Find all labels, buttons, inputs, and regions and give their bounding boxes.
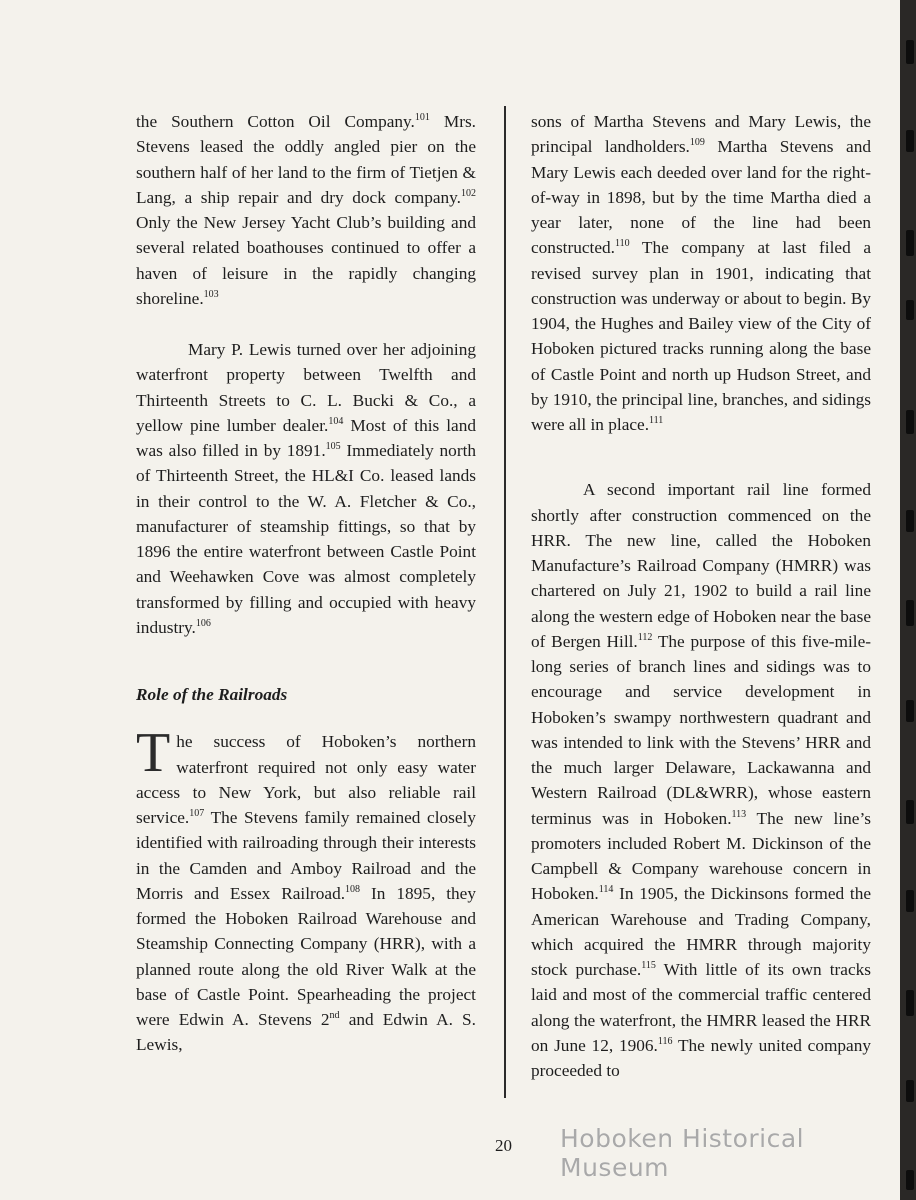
section-heading: Role of the Railroads — [136, 685, 288, 704]
paragraph-right-of-way — [531, 109, 871, 437]
paragraph-hmrr — [531, 477, 871, 1083]
text-run: sons of Martha Stevens and Mary Lewis, the principal landholders. — [531, 112, 871, 157]
footnote-ref: 110 — [614, 238, 630, 250]
footnote-ref: 108 — [345, 883, 361, 895]
drop-cap: T — [136, 722, 171, 785]
footnote-ref: 116 — [657, 1035, 673, 1047]
spiral-binding — [900, 0, 916, 1200]
text-run: Only the New Jersey Yacht Club’s building and several related boathouses continued to offer a haven of leisure in the rapidly changing shoreline. — [136, 213, 476, 308]
footnote-ref: 104 — [328, 415, 344, 427]
text-run: and Edwin A. S. Lewis, — [136, 1010, 476, 1055]
text-run: Immediately north of Thirteenth Street, the HL&I Co. leased lands in their control to the W. A. Fletcher & Co., manufacturer of steamship fittings, so that by 1896 the entire waterfront between Castle Point and Weehawken Cove was almost completely transformed by filling and occupied with heavy industry. — [136, 441, 477, 637]
column-divider — [504, 106, 506, 1098]
text-run: Martha Stevens and Mary Lewis each deeded over land for the right-of-way in 1898, but by the time Martha died a year later, none of the line had been constructed. — [531, 137, 871, 258]
superscript-nd: nd — [329, 1010, 340, 1021]
footnote-ref: 114 — [598, 884, 614, 896]
text-run: With little of its own tracks laid and most of the commercial traffic centered along the waterfront, the HMRR leased the HRR on June 12, 1906. — [531, 960, 871, 1055]
footnote-ref: 103 — [203, 288, 219, 300]
footnote-ref: 107 — [189, 808, 205, 819]
text-run: he success of Hoboken’s northern waterfront required not only easy water access to New York, but also reliable rail service. — [136, 732, 476, 827]
text-run: The purpose of this five-mile-long series of branch lines and sidings was to encourage and service development in Hoboken’s swampy northwestern quadrant and was intended to link with the Stevens’ HRR and the much larger Delaware, Lackawanna and Western Railroad (DL&WRR), whose eastern terminus was in Hoboken. — [531, 631, 871, 828]
right-column — [531, 109, 871, 1083]
footnote-ref: 115 — [641, 960, 656, 971]
footnote-ref: 111 — [649, 415, 664, 426]
page-number: 20 — [495, 1136, 512, 1155]
text-run: The company at last filed a revised survey plan in 1901, indicating that construction was underway or about to begin. By 1904, the Hughes and Bailey view of the City of Hoboken pictured tracks running along the base of Castle Point and north up Hudson Street, and by 1910, the principal line, branches, and sidings were all in place. — [531, 238, 871, 434]
text-run: The new line’s promoters included Robert M. Dickinson of the Campbell & Company warehouse concern in Hoboken. — [531, 808, 871, 904]
footnote-ref: 105 — [325, 441, 341, 452]
museum-watermark: Hoboken Historical Museum — [560, 1124, 805, 1182]
text-run: In 1895, they formed the Hoboken Railroad Warehouse and Steamship Connecting Company (HRR), with a planned route along the old River Walk at the base of Castle Point. Spearheading the project were Edwin A. Stevens 2 — [136, 883, 476, 1029]
text-run: Mrs. Stevens leased the oddly angled pier on the southern half of her land to the firm of Tietjen & Lang, a ship repair and dry dock company. — [136, 112, 476, 207]
text-run: In 1905, the Dickinsons formed the American Warehouse and Trading Company, which acquired the HMRR through majority stock purchase. — [531, 884, 871, 979]
text-run: The newly united company proceeded to — [531, 1035, 872, 1080]
text-run: Most of this land was also filled in by 1891. — [136, 415, 476, 460]
footnote-ref: 106 — [195, 617, 211, 629]
footnote-ref: 112 — [637, 631, 653, 643]
left-column — [136, 109, 476, 1058]
footnote-ref: 109 — [689, 137, 705, 149]
paragraph-mary-lewis — [136, 337, 476, 640]
footnote-ref: 101 — [414, 112, 430, 123]
text-run: the Southern Cotton Oil Company. — [136, 112, 415, 131]
paragraph-yacht-club — [136, 109, 476, 311]
text-run: Mary P. Lewis turned over her adjoining waterfront property between Twelfth and Thirteenth Streets to C. L. Bucki & Co., a yellow pine lumber dealer. — [136, 340, 476, 435]
text-run: The Stevens family remained closely identified with railroading through their interests in the Camden and Amboy Railroad and the Morris and Essex Railroad. — [136, 808, 476, 903]
footnote-ref: 113 — [731, 808, 747, 820]
paragraph-railroads — [136, 722, 476, 1057]
text-run: A second important rail line formed shortly after construction commenced on the HRR. The new line, called the Hoboken Manufacture’s Railroad Company (HMRR) was chartered on July 21, 1902 to build a rail line along the western edge of Hoboken near the base of Bergen Hill. — [531, 480, 871, 651]
footnote-ref: 102 — [461, 187, 476, 199]
